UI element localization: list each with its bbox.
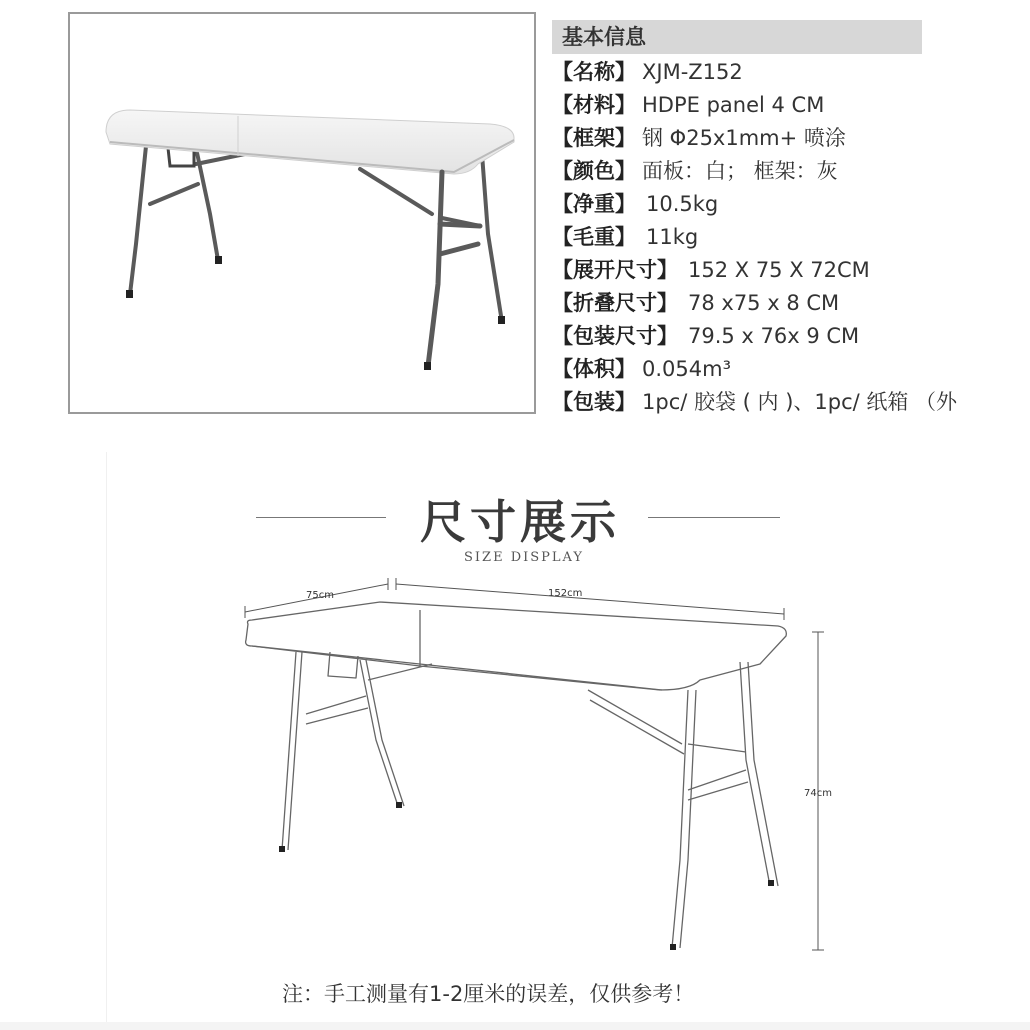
dimension-length-label: 152cm [548,588,583,599]
info-row-key: 【名称】 [552,60,636,84]
basic-info-header: 基本信息 [552,20,922,54]
dimension-height-label: 74cm [804,788,832,799]
info-row-value: 152 X 75 X 72CM [688,258,870,282]
info-row-value: HDPE panel 4 CM [642,93,825,117]
size-display-title: 尺寸展示 [420,495,620,549]
info-row-value: 1pc/ 胶袋 ( 内 )、1pc/ 纸箱 （外 [642,390,958,414]
info-row-value: 78 x75 x 8 CM [688,291,840,315]
info-row-key: 【展开尺寸】 [552,258,678,282]
info-row-key: 【包装】 [552,390,636,414]
info-row-key: 【折叠尺寸】 [552,291,678,315]
info-row-value: 0.054m³ [642,357,731,381]
measurement-note: 注：手工测量有1-2厘米的误差，仅供参考！ [282,982,695,1006]
info-row-key: 【毛重】 [552,225,636,249]
size-display-subtitle: SIZE DISPLAY [464,550,584,565]
footer-strip [0,1022,1030,1030]
info-row-key: 【包装尺寸】 [552,324,678,348]
info-row-value: 面板：白； 框架：灰 [642,159,838,183]
info-row-value: XJM-Z152 [642,60,743,84]
info-row-key: 【框架】 [552,126,636,150]
info-row-key: 【材料】 [552,93,636,117]
info-row-key: 【净重】 [552,192,636,216]
info-row-key: 【颜色】 [552,159,636,183]
info-row-value: 79.5 x 76x 9 CM [688,324,860,348]
dimension-depth-label: 75cm [306,590,334,601]
info-row-value: 11kg [646,225,699,249]
info-row-value: 10.5kg [646,192,719,216]
info-row-value: 钢 Φ25x1mm+ 喷涂 [642,126,846,150]
info-row-key: 【体积】 [552,357,636,381]
